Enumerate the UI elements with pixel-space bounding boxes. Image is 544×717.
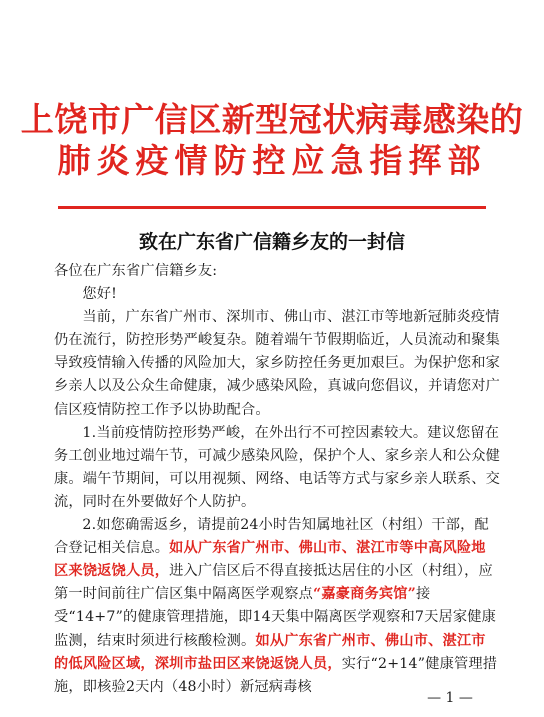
paragraph-item-2 xyxy=(54,514,500,699)
item-2-text-e: 接受“14+7”的健康管理措施，即14天集中隔离医学观察和7天居家健康监测，结束时须进行核酸检测。 xyxy=(54,586,497,649)
issuer-title-line-1: 上饶市广信区新型冠状病毒感染的 xyxy=(20,100,524,139)
item-2-text-a: 2.如您确需返乡，请提前24小时告知属地社区（村组）干部，配合登记相关信息。 xyxy=(54,517,489,557)
item-2-highlight-low-risk: 如从广东省广州市、佛山市、湛江市的低风险区域，深圳市盐田区来饶返饶人员， xyxy=(54,632,486,672)
item-2-highlight-high-risk: 如从广东省广州市、佛山市、湛江市等中高风险地区来饶返饶人员， xyxy=(54,540,486,580)
item-2-text-g: 实行“2+14”健康管理措施，即核验2天内（48小时）新冠病毒核 xyxy=(54,655,498,695)
letter-body xyxy=(54,260,500,699)
greeting: 您好! xyxy=(82,286,118,303)
item-2-highlight-hotel: “嘉豪商务宾馆” xyxy=(312,586,417,603)
page-number: — 1 — xyxy=(427,690,473,706)
item-2-text-c: 进入广信区后不得直接抵达居住的小区（村组），应第一时间前往广信区集中隔离医学观察点 xyxy=(54,563,493,603)
red-header-rule xyxy=(58,206,486,209)
paragraph-item-1: 1.当前疫情防控形势严峻，在外出行不可控因素较大。建议您留在务工创业地过端午节，可减少感染风险，保护个人、家乡亲人和公众健康。端午节期间，可以用视频、网络、电话等方式与家乡亲人联系、交流，同时在外要做好个人防护。 xyxy=(54,424,501,510)
paragraph-intro: 当前，广东省广州市、深圳市、佛山市、湛江市等地新冠肺炎疫情仍在流行，防控形势严峻复杂。随着端午节假期临近，人员流动和聚集导致疫情输入传播的风险加大，家乡防控任务更加艰巨。为保护您和家乡亲人以及公众生命健康，减少感染风险，真诚向您倡议，并请您对广信区疫情防控工作予以协助配合。 xyxy=(54,309,501,418)
salutation: 各位在广东省广信籍乡友: xyxy=(54,263,218,279)
letter-title: 致在广东省广信籍乡友的一封信 xyxy=(138,231,405,253)
issuer-title-line-2: 肺炎疫情防控应急指挥部 xyxy=(57,141,487,180)
